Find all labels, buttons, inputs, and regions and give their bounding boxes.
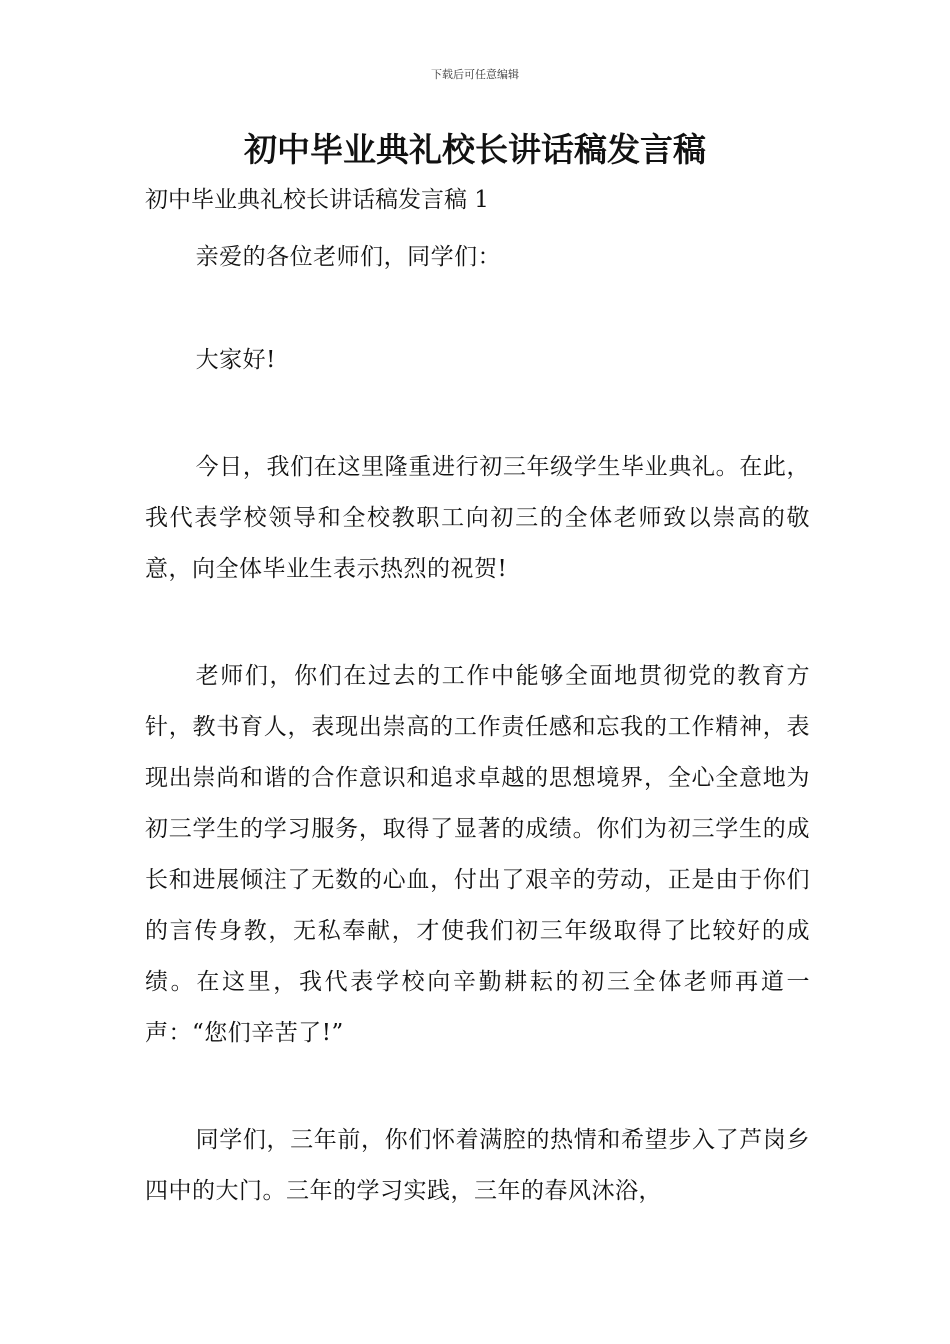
paragraph-greeting: 亲爱的各位老师们，同学们： [195,244,502,270]
paragraph-opening: 今日，我们在这里隆重进行初三年级学生毕业典礼。在此，我代表学校领导和全校教职工向初三的全体老师致以崇高的敬意，向全体毕业生表示热烈的祝贺! [145,454,810,582]
paragraph-teachers: 老师们，你们在过去的工作中能够全面地贯彻党的教育方针，教书育人，表现出崇高的工作责任感和忘我的工作精神，表现出崇尚和谐的合作意识和追求卓越的思想境界，全心全意地为初三学生的学习服务，取得了显著的成绩。你们为初三学生的成长和进展倾注了无数的心血，付出了艰辛的劳动，正是由于你们的言传身教，无私奉献，才使我们初三年级取得了比较好的成绩。在这里，我代表学校向辛勤耕耘的初三全体老师再道一声：“您们辛苦了!” [145,663,810,1046]
paragraph-hello: 大家好! [195,347,276,373]
section-heading: 初中毕业典礼校长讲话稿发言稿 1 [145,187,489,213]
paragraph-students: 同学们，三年前，你们怀着满腔的热情和希望步入了芦岗乡四中的大门。三年的学习实践，三年的春风沐浴， [145,1127,810,1204]
header-note: 下载后可任意编辑 [431,68,519,81]
document-title: 初中毕业典礼校长讲话稿发言稿 [244,130,706,169]
document-body [145,232,810,1217]
